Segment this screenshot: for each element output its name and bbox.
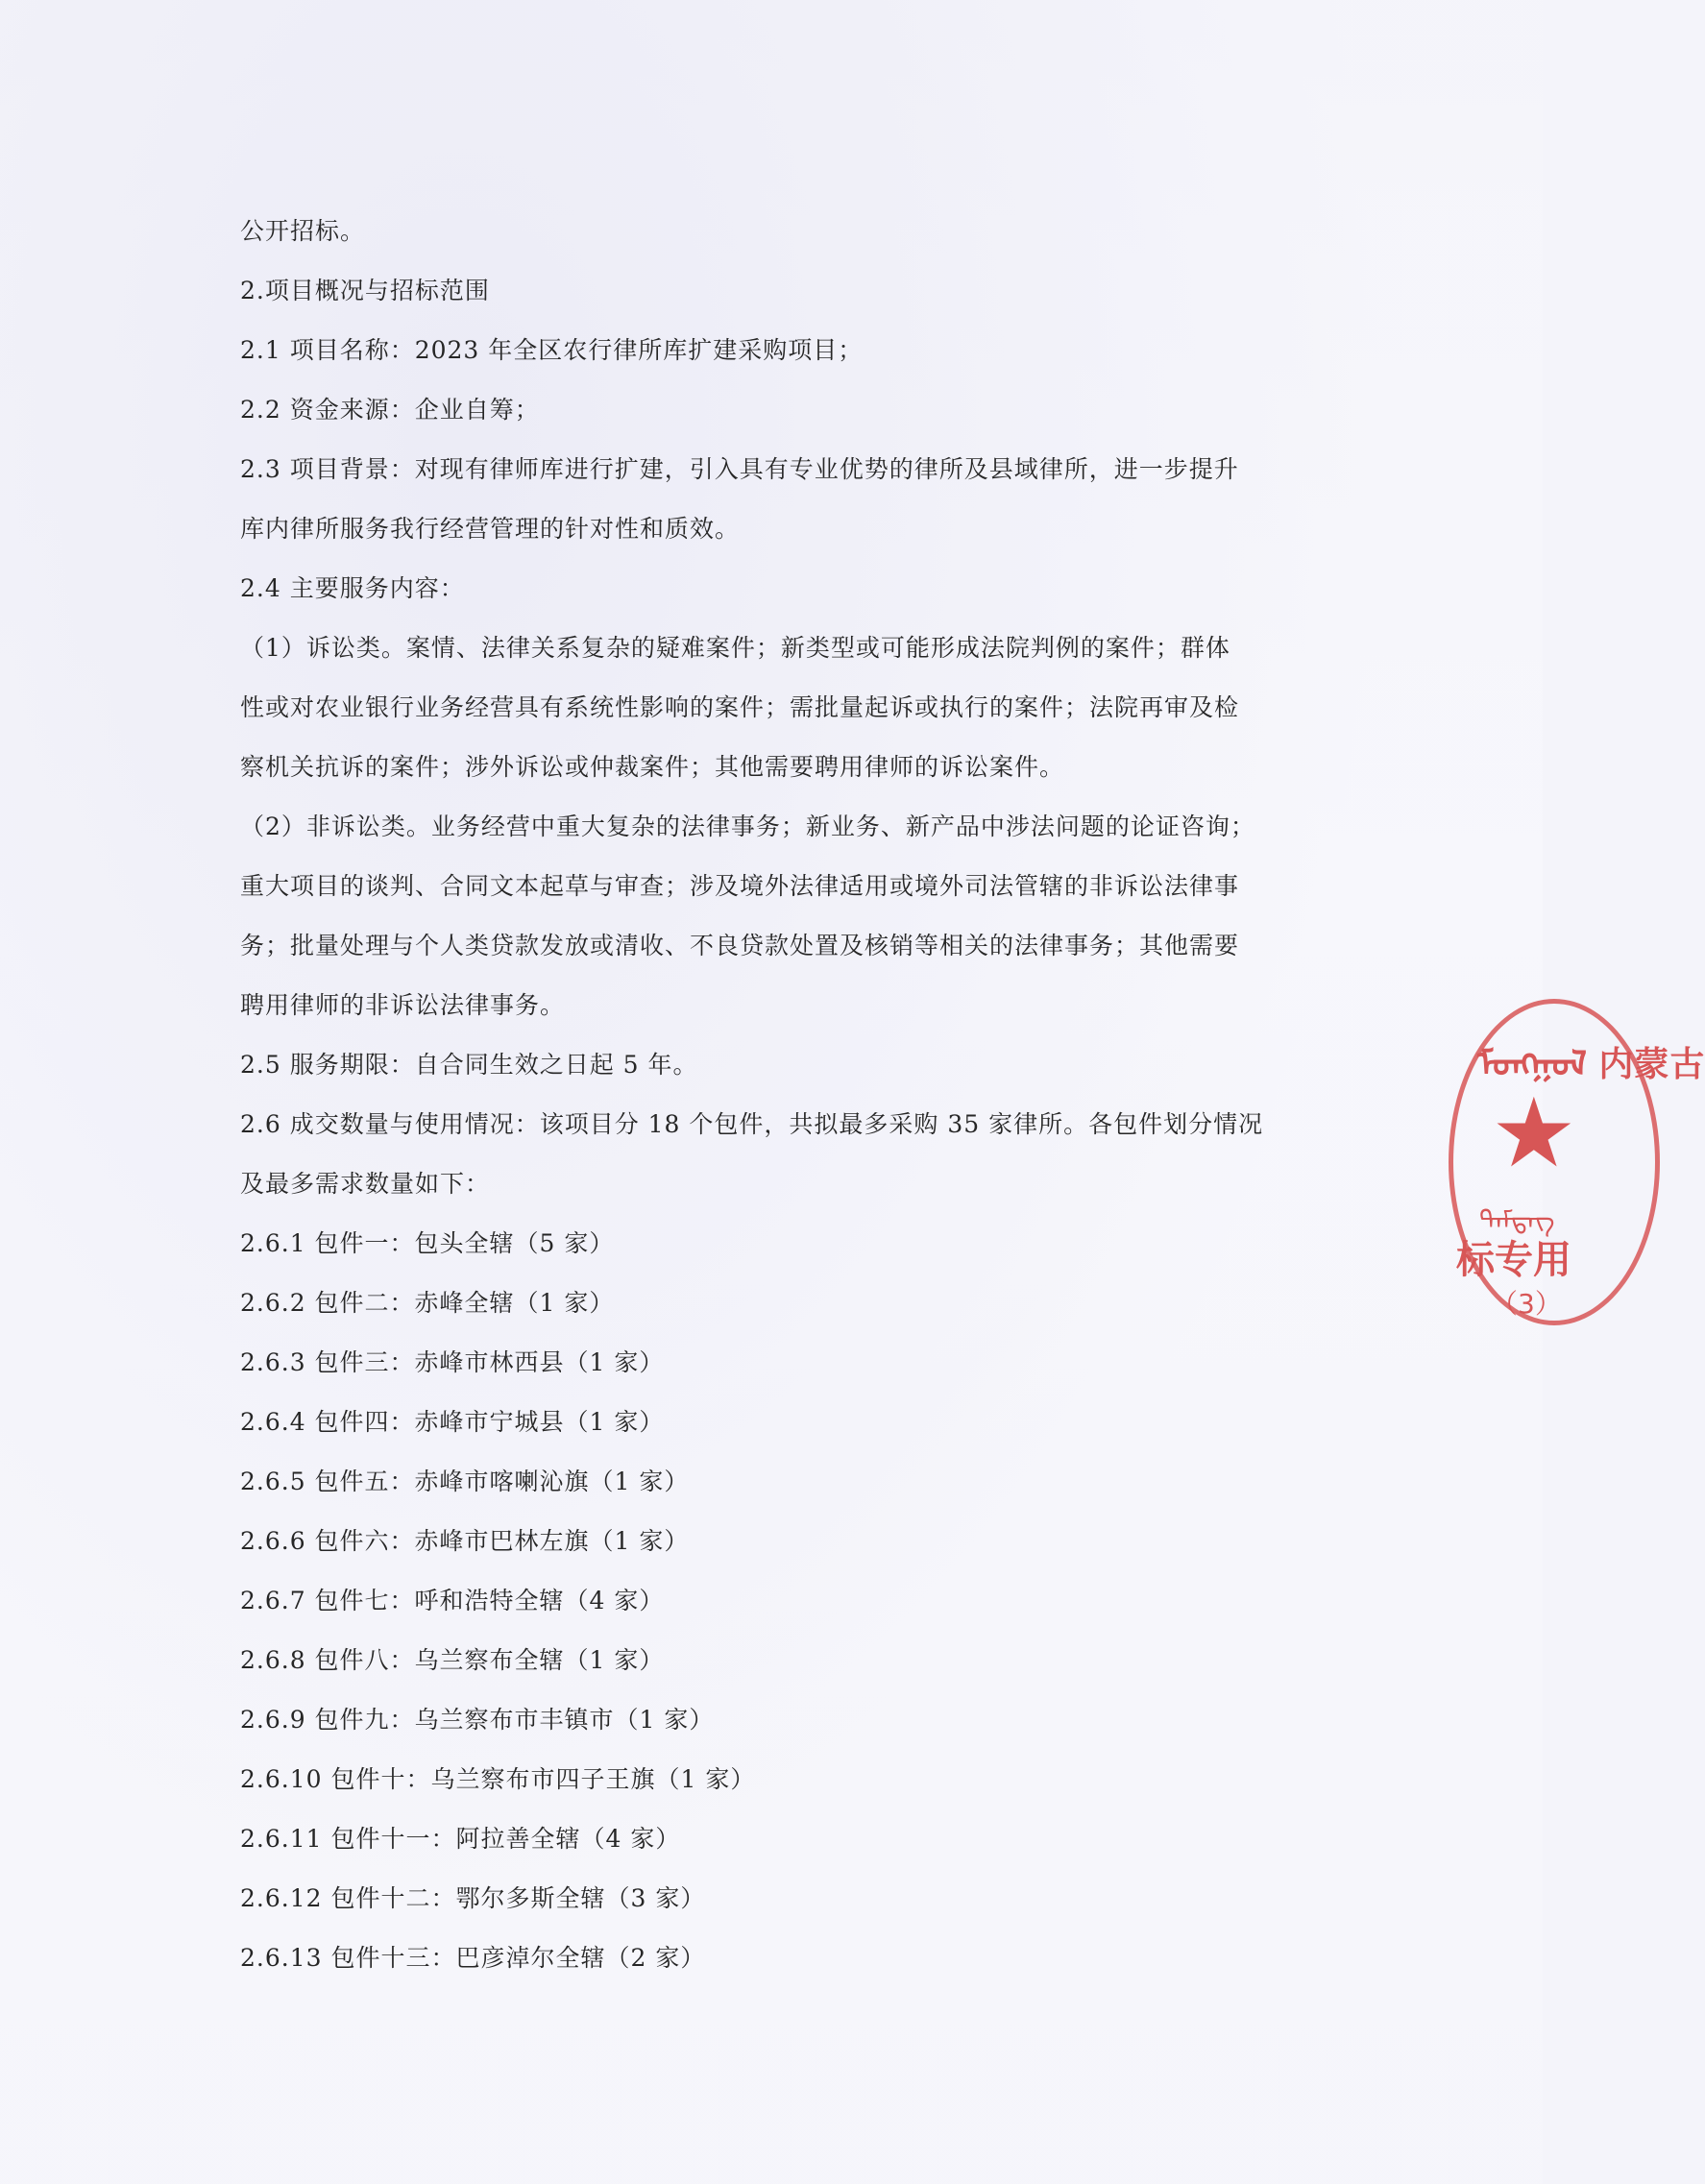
package-item: 2.6.11 包件十一：阿拉善全辖（4 家） [240, 1825, 681, 1853]
package-item: 2.6.3 包件三：赤峰市林西县（1 家） [240, 1348, 665, 1376]
text-line: 2.5 服务期限：自合同生效之日起 5 年。 [240, 1051, 698, 1079]
seal-top-text: ᠮᠣᠩᠭᠣᠯ 内蒙古 [1477, 1045, 1705, 1084]
text-line: 及最多需求数量如下： [240, 1170, 491, 1198]
package-item: 2.6.12 包件十二：鄂尔多斯全辖（3 家） [240, 1884, 706, 1912]
text-line: 重大项目的谈判、合同文本起草与审查；涉及境外法律适用或境外司法管辖的非诉讼法律事 [240, 872, 1240, 900]
package-item: 2.6.13 包件十三：巴彦淖尔全辖（2 家） [240, 1944, 706, 1972]
package-item: 2.6.10 包件十：乌兰察布市四子王旗（1 家） [240, 1765, 756, 1793]
text-line: 2.3 项目背景：对现有律师库进行扩建，引入具有专业优势的律所及县域律所，进一步提升 [240, 455, 1239, 483]
section-heading: 2.项目概况与招标范围 [240, 277, 490, 304]
text-line: 2.4 主要服务内容： [240, 574, 465, 602]
package-item: 2.6.5 包件五：赤峰市喀喇沁旗（1 家） [240, 1468, 690, 1495]
text-line: 务；批量处理与个人类贷款发放或清收、不良贷款处置及核销等相关的法律事务；其他需要 [240, 932, 1240, 959]
package-item: 2.6.4 包件四：赤峰市宁城县（1 家） [240, 1408, 665, 1436]
text-line: （1）诉讼类。案情、法律关系复杂的疑难案件；新类型或可能形成法院判例的案件；群体 [240, 634, 1230, 662]
text-line: （2）非诉讼类。业务经营中重大复杂的法律事务；新业务、新产品中涉法问题的论证咨询； [240, 813, 1255, 840]
package-item: 2.6.7 包件七：呼和浩特全辖（4 家） [240, 1587, 665, 1614]
package-item: 2.6.1 包件一：包头全辖（5 家） [240, 1229, 615, 1257]
package-item: 2.6.2 包件二：赤峰全辖（1 家） [240, 1289, 615, 1317]
seal-number: （3） [1491, 1288, 1562, 1320]
text-line: 性或对农业银行业务经营具有系统性影响的案件；需批量起诉或执行的案件；法院再审及检 [240, 693, 1240, 721]
seal-mongolian-text: ᠲᠡᠮᠳᠡᠭ [1479, 1204, 1555, 1236]
package-item: 2.6.8 包件八：乌兰察布全辖（1 家） [240, 1646, 665, 1674]
document-body [240, 202, 1306, 1988]
star-icon: ★ [1491, 1077, 1577, 1189]
package-item: 2.6.9 包件九：乌兰察布市丰镇市（1 家） [240, 1706, 715, 1734]
package-item: 2.6.6 包件六：赤峰市巴林左旗（1 家） [240, 1527, 690, 1555]
text-line: 公开招标。 [240, 217, 366, 245]
text-line: 库内律所服务我行经营管理的针对性和质效。 [240, 515, 741, 543]
text-line: 察机关抗诉的案件；涉外诉讼或仲裁案件；其他需要聘用律师的诉讼案件。 [240, 753, 1065, 781]
official-seal [1449, 999, 1705, 1325]
text-line: 聘用律师的非诉讼法律事务。 [240, 991, 566, 1019]
seal-bottom-text: 标专用 [1456, 1238, 1571, 1282]
text-line: 2.2 资金来源：企业自筹； [240, 396, 540, 424]
text-line: 2.6 成交数量与使用情况：该项目分 18 个包件，共拟最多采购 35 家律所。各包件划分情况 [240, 1110, 1264, 1138]
text-line: 2.1 项目名称：2023 年全区农行律所库扩建采购项目； [240, 336, 864, 364]
